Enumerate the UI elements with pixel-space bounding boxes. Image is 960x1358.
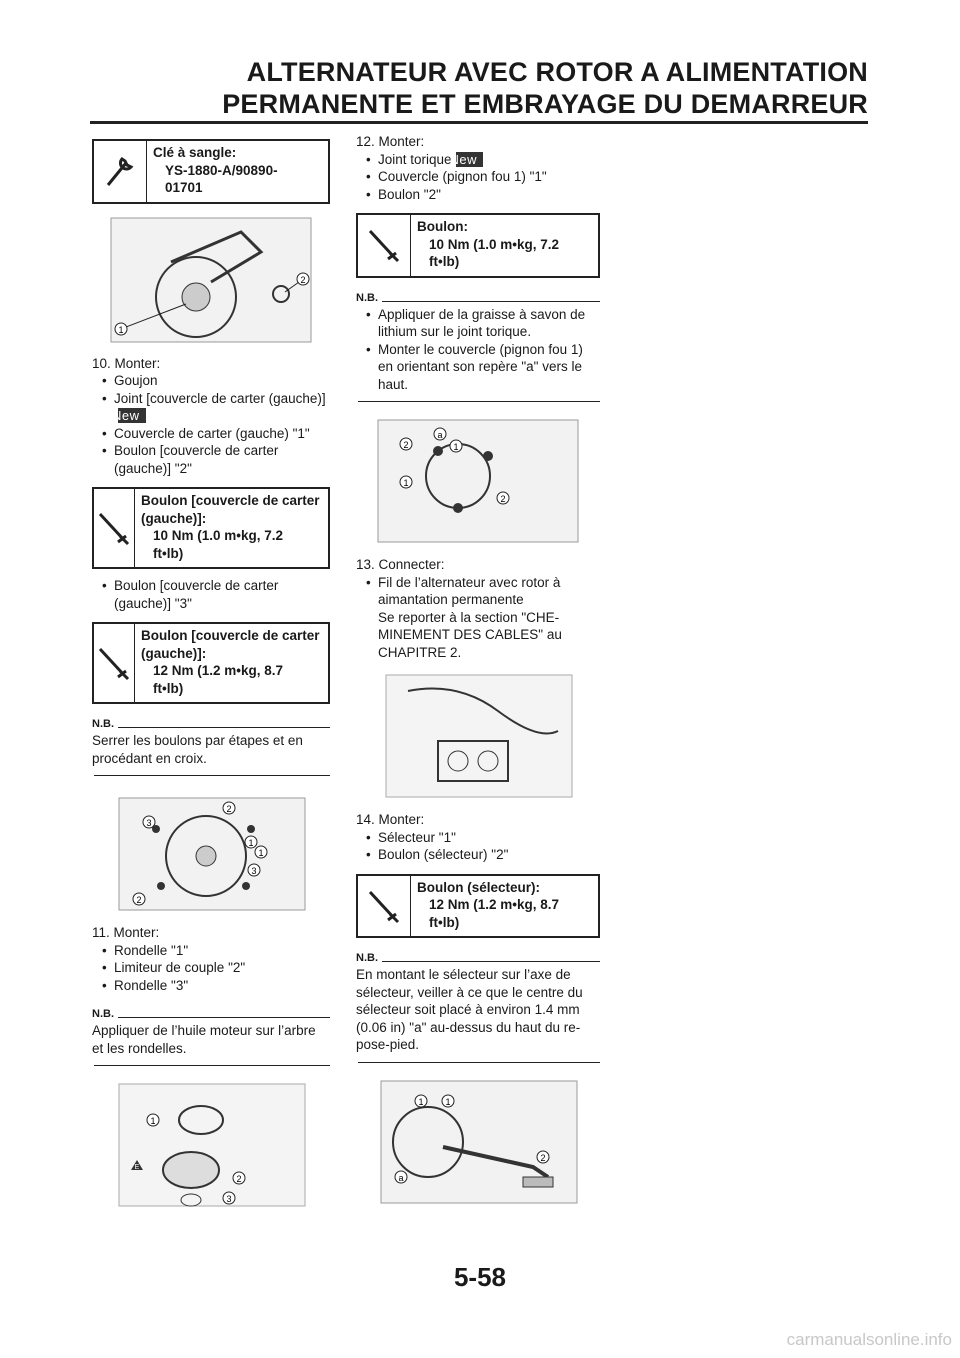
step-12-title: 12. Monter: [356,134,425,149]
note-block [356,952,600,1063]
torque-wrench-icon [358,876,411,937]
note-item: • Monter le couvercle (pignon fou 1) en orientant son repère "a" vers le haut. [356,341,600,394]
tool-box [92,139,330,204]
torque-value: 12 Nm (1.2 m•kg, 8.7 [429,897,560,912]
callout-label: 1 [445,1096,451,1107]
list-item: • Goujon [92,372,330,390]
callout-label: 2 [236,1174,242,1184]
torque-wrench-icon [94,624,135,702]
note-text: Appliquer de l’huile moteur sur l’arbre et les rondelles. [92,1023,316,1056]
torque-value-2: ft•lb) [429,254,460,269]
list-item: • Sélecteur "1" [356,829,600,847]
note-block [92,1008,330,1066]
list-item: • Boulon "2" [356,186,600,204]
callout-label: 1 [248,838,254,848]
wrench-tool-icon [94,141,147,202]
step-14-title: 14. Monter: [356,812,425,827]
right-column [356,133,600,1207]
page-title-line-1: ALTERNATEUR AVEC ROTOR A ALIMENTATION [246,57,868,87]
note-text: Serrer les boulons par étapes et en procédant en croix. [92,733,303,766]
callout-label: a [437,430,443,440]
list-item: • Rondelle "1" [92,942,330,960]
callout-label: 2 [403,440,409,450]
figure-shift-lever [373,1077,583,1207]
callout-label: 1 [118,324,124,335]
step-10-title: 10. Monter: [92,355,161,371]
callout-label: 2 [226,804,232,814]
callout-label: 1 [418,1096,424,1107]
list-item: • Fil de l’alternateur avec rotor à aimantation permanente [356,574,600,609]
note-label: N.B. [92,1008,114,1020]
callout-label: 2 [500,494,506,504]
note-label: N.B. [92,718,114,730]
figure-idle-gear-cover [368,416,588,546]
torque-value: 12 Nm (1.2 m•kg, 8.7 [153,663,284,678]
list-item: • Joint toriqueNew [356,151,600,169]
torque-name: Boulon: [417,219,468,234]
torque-value: 10 Nm (1.0 m•kg, 7.2 [429,236,560,252]
callout-label: E [134,1164,140,1171]
torque-value-2: ft•lb) [153,680,184,696]
list-item: • Boulon [couvercle de carter (gauche)] "2" [92,442,330,477]
figure-washers-torque-limiter [111,1080,311,1210]
torque-name: Boulon (sélecteur): [417,879,541,895]
list-item: • Couvercle (pignon fou 1) "1" [356,168,600,186]
step-11-title: 11. Monter: [92,925,160,940]
callout-label: 2 [136,895,142,905]
note-label: N.B. [356,291,378,304]
note-text: En montant le sélecteur sur l’axe de sélecteur, veiller à ce que le centre du sélecteur soit placé à environ 1.4 mm (0.06 in) "a" au-dessus du haut du re-pose-pied. [356,967,583,1052]
callout-label: 3 [146,818,152,828]
figure-wire-routing [378,671,578,801]
tool-part-number: YS-1880-A/90890- [165,162,278,178]
torque-name: Boulon [couvercle de carter (gauche)]: [141,493,320,526]
list-item: • Limiteur de couple "2" [92,959,330,977]
callout-label: 1 [403,478,409,488]
list-item: • Boulon [couvercle de carter (gauche)] "3" [92,577,330,612]
torque-name: Boulon [couvercle de carter (gauche)]: [141,628,320,661]
note-block [92,718,330,776]
torque-value-2: ft•lb) [153,545,184,561]
watermark: carmanualsonline.info [786,1330,952,1349]
list-item: • Rondelle "3" [92,977,330,995]
note-label: N.B. [356,952,378,964]
torque-value-2: ft•lb) [429,914,460,930]
callout-label: 3 [251,866,257,876]
torque-wrench-icon [94,489,135,567]
page-number: 5-58 [453,1262,507,1292]
list-item: • Boulon (sélecteur) "2" [356,846,600,864]
callout-label: a [398,1172,404,1183]
list-item: • Joint [couvercle de carter (gauche)]New [92,390,330,425]
note-block [356,292,600,403]
figure-rotor-strap-wrench [101,212,321,347]
list-item: • Couvercle de carter (gauche) "1" [92,425,330,443]
callout-label: 1 [150,1116,156,1126]
tool-name: Clé à sangle: [153,145,237,160]
header-rule [90,121,868,124]
page-title-line-2: PERMANENTE ET EMBRAYAGE DU DEMARREUR [222,89,868,119]
new-badge: New [456,152,484,167]
callout-label: 2 [540,1152,546,1163]
step-13-title: 13. Connecter: [356,557,445,572]
new-badge: New [118,408,146,423]
figure-crankcase-cover-bolts [111,794,311,914]
left-column [92,139,330,1210]
torque-box [356,213,600,278]
torque-box [92,487,330,569]
torque-box [356,874,600,939]
note-item: • Appliquer de la graisse à savon de lithium sur le joint torique. [356,306,600,341]
callout-label: 3 [226,1194,232,1204]
callout-label: 2 [300,274,306,285]
callout-label: 1 [453,442,459,452]
callout-label: 1 [258,848,264,858]
reference-note: Se reporter à la section "CHE-MINEMENT DES CABLES" au CHAPITRE 2. [378,609,562,660]
torque-wrench-icon [358,215,411,276]
tool-part-number-2: 01701 [165,180,203,195]
torque-value: 10 Nm (1.0 m•kg, 7.2 [153,528,284,543]
torque-box [92,622,330,704]
